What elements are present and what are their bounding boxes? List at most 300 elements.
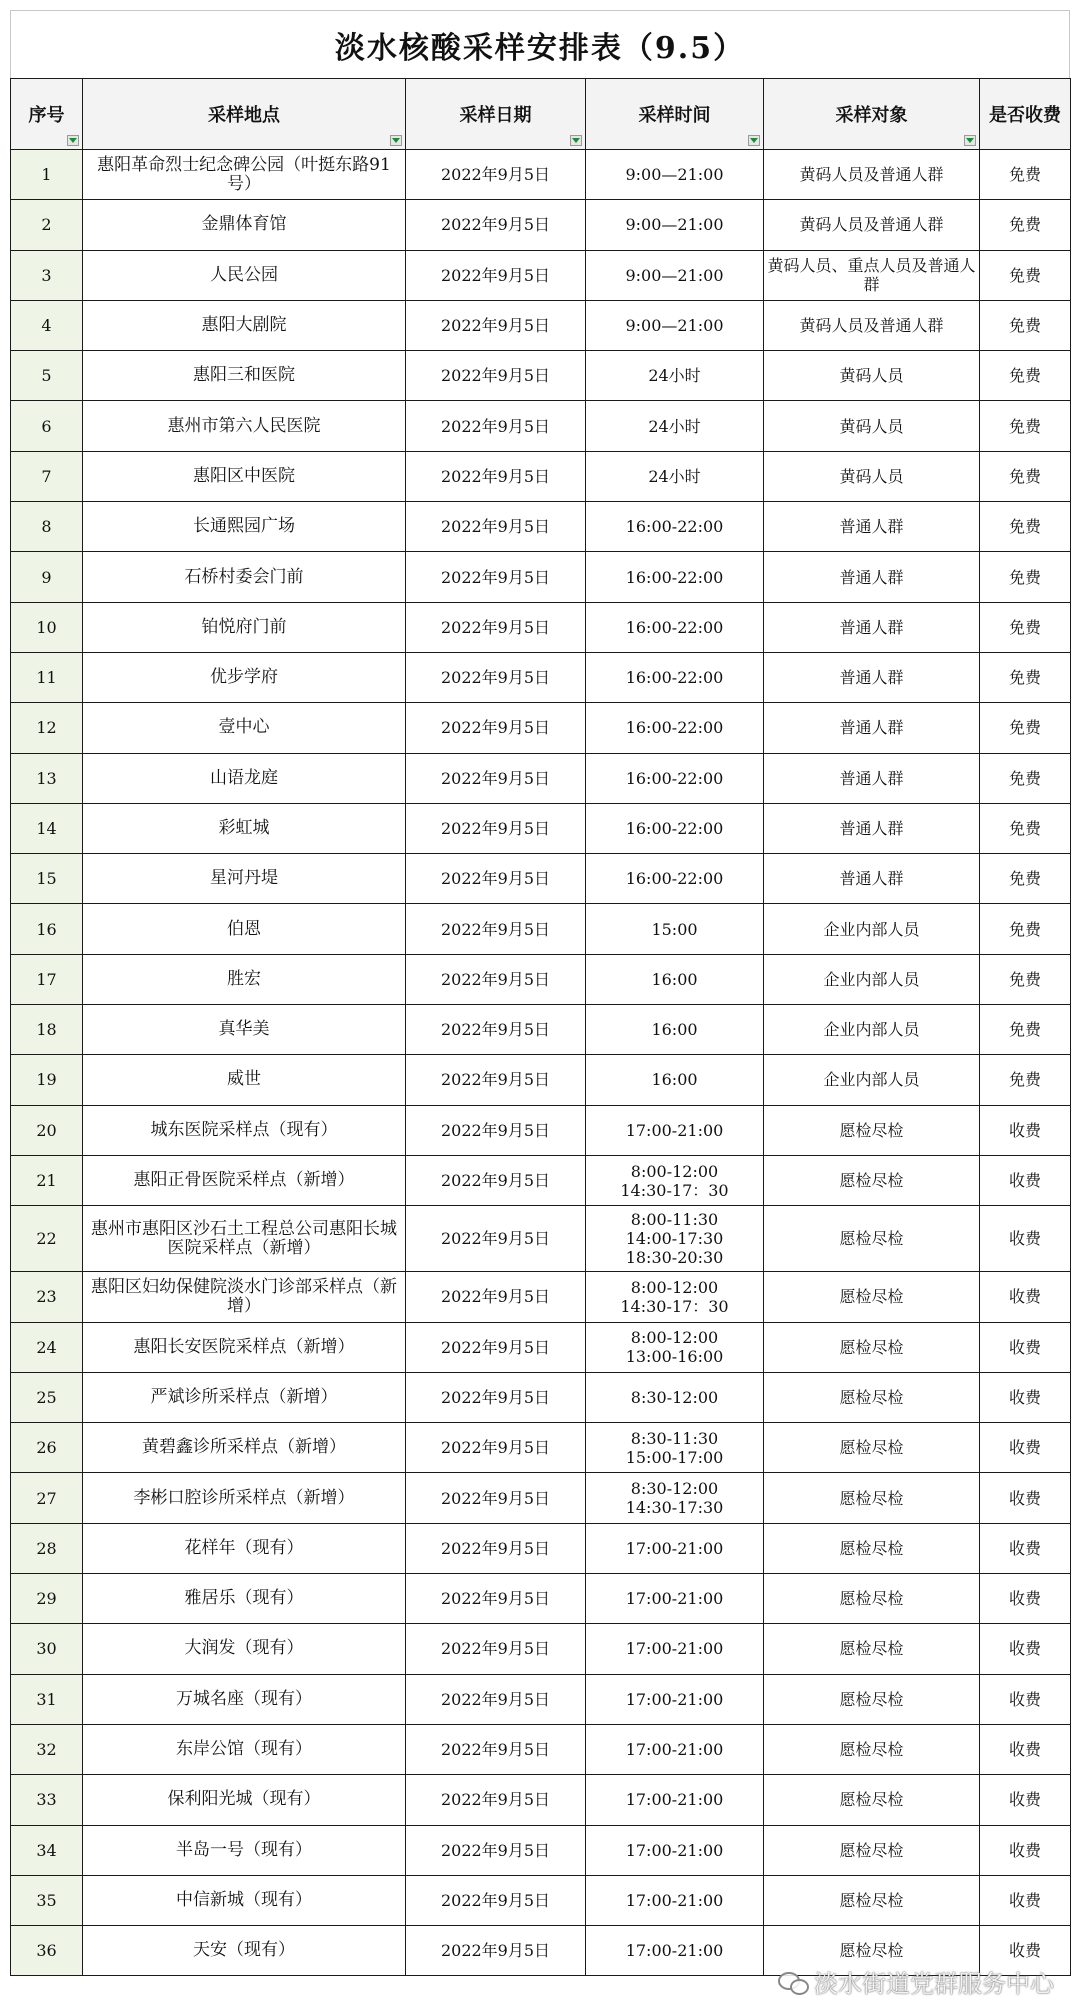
cell-date[interactable]: 2022年9月5日: [406, 1875, 586, 1925]
cell-place[interactable]: 石桥村委会门前: [83, 552, 406, 602]
table-row: [11, 1372, 1071, 1422]
table-row: [11, 552, 1071, 602]
time-slot: 17:00-21:00: [625, 1589, 724, 1609]
cell-no[interactable]: 25: [11, 1372, 83, 1422]
cell-time[interactable]: [586, 1322, 764, 1372]
cell-time[interactable]: [586, 1155, 764, 1205]
cell-fee[interactable]: 收费: [980, 1155, 1071, 1205]
cell-target[interactable]: 企业内部人员: [764, 1055, 980, 1105]
cell-date[interactable]: 2022年9月5日: [406, 954, 586, 1004]
cell-target[interactable]: 愿检尽检: [764, 1272, 980, 1322]
cell-fee[interactable]: 免费: [980, 904, 1071, 954]
spreadsheet: [10, 10, 1070, 1976]
cell-time[interactable]: [586, 552, 764, 602]
cell-fee[interactable]: 免费: [980, 753, 1071, 803]
cell-place[interactable]: 山语龙庭: [83, 753, 406, 803]
cell-target[interactable]: 黄码人员及普通人群: [764, 300, 980, 350]
schedule-table: [10, 78, 1071, 1976]
cell-place[interactable]: 威世: [83, 1055, 406, 1105]
cell-time[interactable]: [586, 803, 764, 853]
table-row: [11, 954, 1071, 1004]
time-slot: 16:00-22:00: [625, 517, 724, 537]
cell-time[interactable]: [586, 1372, 764, 1422]
watermark-text: 淡水街道党群服务中心: [814, 1970, 1054, 1998]
cell-fee[interactable]: 收费: [980, 1926, 1071, 1976]
cell-time[interactable]: [586, 1105, 764, 1155]
cell-place[interactable]: 惠阳大剧院: [83, 300, 406, 350]
time-slot: 24小时: [648, 366, 701, 386]
time-slot: 17:00-21:00: [625, 1890, 724, 1910]
time-slot: 24小时: [648, 416, 701, 436]
time-slot: 17:00-21:00: [625, 1790, 724, 1810]
page-title: 淡水核酸采样安排表（9.5）: [10, 10, 1070, 78]
time-slot: 14:30-17：30: [620, 1180, 729, 1200]
cell-no[interactable]: 35: [11, 1875, 83, 1925]
cell-fee[interactable]: 收费: [980, 1423, 1071, 1473]
cell-no[interactable]: 24: [11, 1322, 83, 1372]
cell-target[interactable]: 普通人群: [764, 502, 980, 552]
cell-place[interactable]: 东岸公馆（现有）: [83, 1724, 406, 1774]
cell-time[interactable]: [586, 854, 764, 904]
cell-target[interactable]: 愿检尽检: [764, 1825, 980, 1875]
cell-time[interactable]: [586, 1825, 764, 1875]
cell-date[interactable]: 2022年9月5日: [406, 150, 586, 200]
cell-place[interactable]: 大润发（现有）: [83, 1624, 406, 1674]
time-slot: 16:00-22:00: [625, 869, 724, 889]
time-slot: 17:00-21:00: [625, 1639, 724, 1659]
cell-time[interactable]: [586, 703, 764, 753]
cell-date[interactable]: 2022年9月5日: [406, 1155, 586, 1205]
cell-time[interactable]: [586, 1674, 764, 1724]
cell-fee[interactable]: 免费: [980, 502, 1071, 552]
filter-dropdown-icon[interactable]: [570, 135, 582, 146]
cell-place[interactable]: 中信新城（现有）: [83, 1875, 406, 1925]
cell-no[interactable]: 34: [11, 1825, 83, 1875]
cell-place[interactable]: 万城名座（现有）: [83, 1674, 406, 1724]
table-row: [11, 351, 1071, 401]
cell-no[interactable]: 36: [11, 1926, 83, 1976]
table-row: [11, 1423, 1071, 1473]
cell-place[interactable]: 惠阳区妇幼保健院淡水门诊部采样点（新增）: [83, 1272, 406, 1322]
cell-no[interactable]: 11: [11, 652, 83, 702]
table-row: [11, 1155, 1071, 1205]
column-header-place: [83, 79, 406, 150]
cell-fee[interactable]: 免费: [980, 854, 1071, 904]
cell-date[interactable]: 2022年9月5日: [406, 502, 586, 552]
table-row: [11, 703, 1071, 753]
cell-fee[interactable]: 免费: [980, 703, 1071, 753]
cell-fee[interactable]: 收费: [980, 1574, 1071, 1624]
cell-date[interactable]: 2022年9月5日: [406, 1322, 586, 1372]
table-row: [11, 1724, 1071, 1774]
time-slot: 16:00: [651, 1020, 698, 1040]
time-slot: 13:00-16:00: [625, 1347, 724, 1367]
time-slot: 8:30-11:30: [630, 1428, 719, 1448]
time-slot: 9:00—21:00: [625, 265, 724, 285]
cell-no[interactable]: 5: [11, 351, 83, 401]
cell-no[interactable]: 16: [11, 904, 83, 954]
cell-date[interactable]: 2022年9月5日: [406, 250, 586, 300]
cell-date[interactable]: 2022年9月5日: [406, 1724, 586, 1774]
cell-fee[interactable]: 免费: [980, 552, 1071, 602]
cell-time[interactable]: [586, 150, 764, 200]
cell-fee[interactable]: 免费: [980, 602, 1071, 652]
cell-time[interactable]: [586, 1423, 764, 1473]
cell-date[interactable]: 2022年9月5日: [406, 602, 586, 652]
cell-fee[interactable]: 收费: [980, 1674, 1071, 1724]
table-row: [11, 502, 1071, 552]
cell-target[interactable]: 企业内部人员: [764, 1005, 980, 1055]
cell-place[interactable]: 城东医院采样点（现有）: [83, 1105, 406, 1155]
cell-date[interactable]: 2022年9月5日: [406, 1206, 586, 1272]
cell-place[interactable]: 惠州市惠阳区沙石土工程总公司惠阳长城医院采样点（新增）: [83, 1206, 406, 1272]
cell-date[interactable]: 2022年9月5日: [406, 200, 586, 250]
cell-fee[interactable]: 免费: [980, 954, 1071, 1004]
cell-date[interactable]: 2022年9月5日: [406, 1523, 586, 1573]
filter-dropdown-icon[interactable]: [964, 135, 976, 146]
table-row: [11, 1105, 1071, 1155]
table-row: [11, 150, 1071, 200]
cell-no[interactable]: 32: [11, 1724, 83, 1774]
cell-no[interactable]: 29: [11, 1574, 83, 1624]
cell-fee[interactable]: 收费: [980, 1473, 1071, 1523]
cell-date[interactable]: 2022年9月5日: [406, 1105, 586, 1155]
table-row: [11, 753, 1071, 803]
cell-time[interactable]: [586, 1206, 764, 1272]
cell-time[interactable]: [586, 904, 764, 954]
cell-time[interactable]: [586, 1473, 764, 1523]
cell-target[interactable]: 愿检尽检: [764, 1322, 980, 1372]
time-slot: 8:00-12:00: [630, 1161, 719, 1181]
cell-target[interactable]: 愿检尽检: [764, 1155, 980, 1205]
cell-target[interactable]: 黄码人员及普通人群: [764, 150, 980, 200]
cell-date[interactable]: 2022年9月5日: [406, 351, 586, 401]
table-row: [11, 451, 1071, 501]
cell-target[interactable]: 企业内部人员: [764, 954, 980, 1004]
cell-place[interactable]: 半岛一号（现有）: [83, 1825, 406, 1875]
cell-time[interactable]: [586, 451, 764, 501]
table-row: [11, 854, 1071, 904]
cell-date[interactable]: 2022年9月5日: [406, 451, 586, 501]
time-slot: 17:00-21:00: [625, 1941, 724, 1961]
cell-date[interactable]: 2022年9月5日: [406, 1473, 586, 1523]
cell-date[interactable]: 2022年9月5日: [406, 904, 586, 954]
cell-target[interactable]: 黄码人员、重点人员及普通人群: [764, 250, 980, 300]
table-row: [11, 1473, 1071, 1523]
cell-no[interactable]: 4: [11, 300, 83, 350]
cell-date[interactable]: 2022年9月5日: [406, 1825, 586, 1875]
cell-fee[interactable]: 免费: [980, 401, 1071, 451]
cell-place[interactable]: 严斌诊所采样点（新增）: [83, 1372, 406, 1422]
cell-time[interactable]: [586, 502, 764, 552]
cell-fee[interactable]: 免费: [980, 300, 1071, 350]
cell-place[interactable]: 金鼎体育馆: [83, 200, 406, 250]
cell-date[interactable]: 2022年9月5日: [406, 1272, 586, 1322]
cell-target[interactable]: 愿检尽检: [764, 1473, 980, 1523]
cell-fee[interactable]: 收费: [980, 1724, 1071, 1774]
cell-date[interactable]: 2022年9月5日: [406, 1624, 586, 1674]
cell-no[interactable]: 18: [11, 1005, 83, 1055]
cell-no[interactable]: 28: [11, 1523, 83, 1573]
cell-fee[interactable]: 收费: [980, 1372, 1071, 1422]
cell-no[interactable]: 20: [11, 1105, 83, 1155]
cell-time[interactable]: [586, 1926, 764, 1976]
cell-fee[interactable]: 免费: [980, 652, 1071, 702]
cell-no[interactable]: 19: [11, 1055, 83, 1105]
time-slot: 16:00-22:00: [625, 567, 724, 587]
time-slot: 17:00-21:00: [625, 1740, 724, 1760]
cell-target[interactable]: 黄码人员: [764, 451, 980, 501]
time-slot: 14:30-17:30: [625, 1498, 724, 1518]
cell-target[interactable]: 愿检尽检: [764, 1574, 980, 1624]
cell-date[interactable]: 2022年9月5日: [406, 1926, 586, 1976]
column-header-label: 是否收费: [989, 105, 1061, 126]
cell-target[interactable]: 普通人群: [764, 652, 980, 702]
cell-date[interactable]: 2022年9月5日: [406, 803, 586, 853]
cell-place[interactable]: 惠阳正骨医院采样点（新增）: [83, 1155, 406, 1205]
cell-no[interactable]: 22: [11, 1206, 83, 1272]
cell-place[interactable]: 黄碧鑫诊所采样点（新增）: [83, 1423, 406, 1473]
cell-fee[interactable]: 收费: [980, 1775, 1071, 1825]
time-slot: 9:00—21:00: [625, 316, 724, 336]
cell-target[interactable]: 愿检尽检: [764, 1775, 980, 1825]
cell-time[interactable]: [586, 753, 764, 803]
table-row: [11, 1206, 1071, 1272]
cell-no[interactable]: 1: [11, 150, 83, 200]
cell-no[interactable]: 27: [11, 1473, 83, 1523]
column-header-label: 序号: [28, 105, 65, 126]
cell-time[interactable]: [586, 652, 764, 702]
cell-date[interactable]: 2022年9月5日: [406, 1005, 586, 1055]
cell-fee[interactable]: 收费: [980, 1875, 1071, 1925]
cell-place[interactable]: 人民公园: [83, 250, 406, 300]
filter-dropdown-icon[interactable]: [67, 135, 79, 146]
column-header-target: [764, 79, 980, 150]
cell-no[interactable]: 26: [11, 1423, 83, 1473]
cell-fee[interactable]: 收费: [980, 1825, 1071, 1875]
cell-target[interactable]: 愿检尽检: [764, 1105, 980, 1155]
cell-fee[interactable]: 收费: [980, 1624, 1071, 1674]
cell-target[interactable]: 普通人群: [764, 803, 980, 853]
cell-target[interactable]: 普通人群: [764, 753, 980, 803]
table-row: [11, 1574, 1071, 1624]
cell-fee[interactable]: 免费: [980, 803, 1071, 853]
time-slot: 15:00: [651, 919, 698, 939]
time-slot: 16:00-22:00: [625, 819, 724, 838]
time-slot: 17:00-21:00: [625, 1840, 724, 1860]
table-row: [11, 1005, 1071, 1055]
cell-no[interactable]: 9: [11, 552, 83, 602]
cell-time[interactable]: [586, 1875, 764, 1925]
cell-target[interactable]: 愿检尽检: [764, 1624, 980, 1674]
time-slot: 16:00-22:00: [625, 668, 724, 688]
cell-place[interactable]: 彩虹城: [83, 803, 406, 853]
header-row: [11, 79, 1071, 150]
cell-date[interactable]: 2022年9月5日: [406, 854, 586, 904]
time-slot: 16:00: [651, 969, 698, 989]
cell-date[interactable]: 2022年9月5日: [406, 652, 586, 702]
cell-date[interactable]: 2022年9月5日: [406, 1775, 586, 1825]
filter-dropdown-icon[interactable]: [390, 135, 402, 146]
cell-target[interactable]: 黄码人员: [764, 351, 980, 401]
cell-time[interactable]: [586, 1574, 764, 1624]
cell-place[interactable]: 真华美: [83, 1005, 406, 1055]
cell-no[interactable]: 23: [11, 1272, 83, 1322]
cell-target[interactable]: 愿检尽检: [764, 1206, 980, 1272]
cell-time[interactable]: [586, 1775, 764, 1825]
time-slot: 17:00-21:00: [625, 1538, 724, 1558]
column-header-time: [586, 79, 764, 150]
cell-no[interactable]: 14: [11, 803, 83, 853]
time-slot: 24小时: [648, 466, 701, 486]
cell-date[interactable]: 2022年9月5日: [406, 703, 586, 753]
cell-fee[interactable]: 免费: [980, 1005, 1071, 1055]
cell-no[interactable]: 33: [11, 1775, 83, 1825]
cell-no[interactable]: 21: [11, 1155, 83, 1205]
cell-time[interactable]: [586, 351, 764, 401]
cell-place[interactable]: 星河丹堤: [83, 854, 406, 904]
cell-no[interactable]: 2: [11, 200, 83, 250]
cell-place[interactable]: 胜宏: [83, 954, 406, 1004]
cell-place[interactable]: 伯恩: [83, 904, 406, 954]
cell-fee[interactable]: 免费: [980, 200, 1071, 250]
time-slot: 16:00: [651, 1070, 698, 1090]
table-row: [11, 1825, 1071, 1875]
cell-time[interactable]: [586, 300, 764, 350]
cell-target[interactable]: 愿检尽检: [764, 1674, 980, 1724]
cell-no[interactable]: 13: [11, 753, 83, 803]
time-slot: 8:00-12:00: [630, 1328, 719, 1348]
table-row: [11, 1674, 1071, 1724]
cell-no[interactable]: 12: [11, 703, 83, 753]
table-row: [11, 602, 1071, 652]
table-row: [11, 1624, 1071, 1674]
table-row: [11, 1055, 1071, 1105]
table-row: [11, 1322, 1071, 1372]
cell-place[interactable]: 李彬口腔诊所采样点（新增）: [83, 1473, 406, 1523]
table-row: [11, 1523, 1071, 1573]
table-row: [11, 803, 1071, 853]
cell-target[interactable]: 愿检尽检: [764, 1523, 980, 1573]
cell-fee[interactable]: 收费: [980, 1523, 1071, 1573]
time-slot: 17:00-21:00: [625, 1689, 724, 1709]
cell-date[interactable]: 2022年9月5日: [406, 1423, 586, 1473]
cell-no[interactable]: 17: [11, 954, 83, 1004]
cell-fee[interactable]: 收费: [980, 1105, 1071, 1155]
time-slot: 16:00-22:00: [625, 718, 724, 738]
column-header-no: [11, 79, 83, 150]
cell-time[interactable]: [586, 1055, 764, 1105]
cell-target[interactable]: 企业内部人员: [764, 904, 980, 954]
cell-place[interactable]: 天安（现有）: [83, 1926, 406, 1976]
cell-place[interactable]: 惠阳三和医院: [83, 351, 406, 401]
table-row: [11, 300, 1071, 350]
cell-time[interactable]: [586, 1724, 764, 1774]
cell-target[interactable]: 黄码人员及普通人群: [764, 200, 980, 250]
cell-no[interactable]: 6: [11, 401, 83, 451]
cell-time[interactable]: [586, 1523, 764, 1573]
table-row: [11, 652, 1071, 702]
cell-fee[interactable]: 免费: [980, 351, 1071, 401]
cell-fee[interactable]: 收费: [980, 1206, 1071, 1272]
cell-fee[interactable]: 免费: [980, 150, 1071, 200]
time-slot: 16:00-22:00: [625, 768, 724, 788]
cell-place[interactable]: 惠州市第六人民医院: [83, 401, 406, 451]
cell-date[interactable]: 2022年9月5日: [406, 1055, 586, 1105]
cell-no[interactable]: 3: [11, 250, 83, 300]
cell-time[interactable]: [586, 1005, 764, 1055]
cell-date[interactable]: 2022年9月5日: [406, 1574, 586, 1624]
cell-target[interactable]: 普通人群: [764, 552, 980, 602]
cell-place[interactable]: 花样年（现有）: [83, 1523, 406, 1573]
cell-place[interactable]: 惠阳革命烈士纪念碑公园（叶挺东路91号）: [83, 150, 406, 200]
cell-fee[interactable]: 免费: [980, 250, 1071, 300]
cell-target[interactable]: 愿检尽检: [764, 1875, 980, 1925]
time-slot: 9:00—21:00: [625, 165, 724, 185]
cell-target[interactable]: 黄码人员: [764, 401, 980, 451]
cell-target[interactable]: 愿检尽检: [764, 1372, 980, 1422]
cell-target[interactable]: 愿检尽检: [764, 1926, 980, 1976]
cell-fee[interactable]: 免费: [980, 451, 1071, 501]
cell-no[interactable]: 31: [11, 1674, 83, 1724]
cell-target[interactable]: 普通人群: [764, 703, 980, 753]
time-slot: 15:00-17:00: [625, 1447, 724, 1467]
cell-no[interactable]: 8: [11, 502, 83, 552]
cell-fee[interactable]: 收费: [980, 1322, 1071, 1372]
cell-place[interactable]: 惠阳长安医院采样点（新增）: [83, 1322, 406, 1372]
cell-no[interactable]: 30: [11, 1624, 83, 1674]
cell-fee[interactable]: 免费: [980, 1055, 1071, 1105]
cell-time[interactable]: [586, 954, 764, 1004]
column-header-label: 采样时间: [638, 105, 711, 126]
cell-place[interactable]: 铂悦府门前: [83, 602, 406, 652]
cell-place[interactable]: 长通熙园广场: [83, 502, 406, 552]
cell-time[interactable]: [586, 1624, 764, 1674]
cell-date[interactable]: 2022年9月5日: [406, 1674, 586, 1724]
cell-date[interactable]: 2022年9月5日: [406, 401, 586, 451]
cell-target[interactable]: 普通人群: [764, 602, 980, 652]
cell-place[interactable]: 雅居乐（现有）: [83, 1574, 406, 1624]
cell-fee[interactable]: 收费: [980, 1272, 1071, 1322]
cell-no[interactable]: 7: [11, 451, 83, 501]
cell-time[interactable]: [586, 401, 764, 451]
cell-target[interactable]: 愿检尽检: [764, 1423, 980, 1473]
cell-time[interactable]: [586, 250, 764, 300]
cell-time[interactable]: [586, 200, 764, 250]
column-header-label: 采样日期: [459, 105, 532, 126]
cell-place[interactable]: 壹中心: [83, 703, 406, 753]
cell-date[interactable]: 2022年9月5日: [406, 753, 586, 803]
cell-no[interactable]: 10: [11, 602, 83, 652]
cell-time[interactable]: [586, 1272, 764, 1322]
cell-target[interactable]: 普通人群: [764, 854, 980, 904]
cell-target[interactable]: 愿检尽检: [764, 1724, 980, 1774]
cell-date[interactable]: 2022年9月5日: [406, 552, 586, 602]
table-row: [11, 904, 1071, 954]
cell-place[interactable]: 惠阳区中医院: [83, 451, 406, 501]
filter-dropdown-icon[interactable]: [748, 135, 760, 146]
table-row: [11, 200, 1071, 250]
cell-place[interactable]: 保利阳光城（现有）: [83, 1775, 406, 1825]
cell-place[interactable]: 优步学府: [83, 652, 406, 702]
cell-date[interactable]: 2022年9月5日: [406, 1372, 586, 1422]
cell-no[interactable]: 15: [11, 854, 83, 904]
time-slot: 17:00-21:00: [625, 1120, 724, 1140]
time-slot: 9:00—21:00: [625, 215, 724, 235]
cell-time[interactable]: [586, 602, 764, 652]
column-header-label: 采样对象: [835, 105, 908, 126]
cell-date[interactable]: 2022年9月5日: [406, 300, 586, 350]
